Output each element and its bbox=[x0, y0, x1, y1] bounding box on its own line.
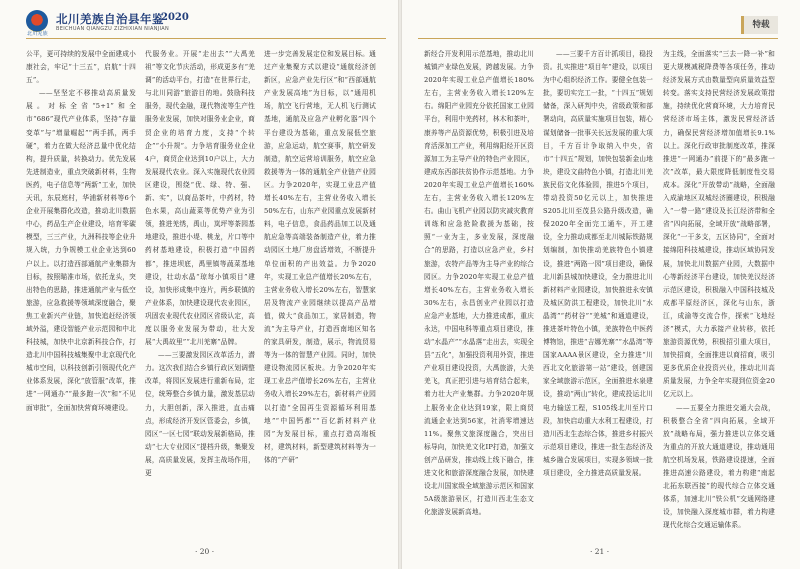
paragraph: ——五要全力推进交通大会战，积极整合全省“四向拓展，全域开放”战略布局，强力推进以立体交通为重点的开放大通道建设，推动通用航空机场发展，铁路建设提速，全面推进高速公路建设，着力构建“南起北拓东联西接”的现代综合立体交通体系，加速北川“铁公机”交通网络建设，加快融入深度城市群，着力构建现代化综合交通运输体系。 bbox=[663, 403, 775, 530]
section-tag: 特载 bbox=[741, 16, 778, 34]
left-page-number: · 20 · bbox=[195, 547, 215, 556]
paragraph: 代服务业。开展“走出去”“大禹羌祖”等文化节庆活动，形成更多有“羌调”的活动平台，打造“在世界行走，与北川同游”旅游目的地。鼓励科技服务，现代金融，现代物流等生产性服务业发展，加快对服务业企业，商贸企业的培育力度，支持“个转企”“小升规”。力争培育服务业企业4户，商贸企业达到10户以上，大力发展现代农业。深入实施现代农业园区建设，围绕“优、绿、特、强、新、实”，以商品茶叶，中药材，特色水果，高山蔬菜等优势产业为引领，推进羌绣，禹山，岚坪等茶园基地建设，推进小堤、桃龙，片口等中药材基地建设，积极打造“中国药都”，推进坝底，禹里镇等蔬菜基地建设，壮动水晶“琼每小镇项目”建设，加快形成集中连片，两乡联镇的产业体系，加快建设现代农业园区，巩固农业现代农业园区省级认定，高度以服务业发展为带动，壮大发展“大禹故里”“北川羌寨”品牌。 bbox=[145, 50, 255, 347]
left-column-1 bbox=[26, 48, 136, 533]
county-logo-icon bbox=[26, 10, 48, 32]
left-column-2 bbox=[145, 48, 255, 533]
right-column-3 bbox=[663, 48, 775, 533]
right-page-header bbox=[418, 8, 778, 39]
paragraph: 进一步完善发展定位和发展目标。通过产业集聚方式以建设“通航经济创新区，应急产业先行区”和“西部通航产业发展高地”为目标，以“通用机场，航空飞行营地，无人机飞行测试基地，通航及应急产业孵化器”四个平台建设为基础，重点发展低空旅游，应急运动，航空赛事，航空研发制造，航空运营培训服务，航空应急救援等为一体的通航全产业链产业园区。力争2020年，实现工业总产值增长40%左右，主营业务收入增长50%左右，山东产业园重点发展新材料，电子信息，食品药品加工以及通航应急等高端装备制造产业，着力推动园区土地厂房盘活增效，不断提升单位面积的产出效益。力争2020年，实现工业总产值增长20%左右，主营业务收入增长20%左右，智慧家居及物流产业园继续以提高产品增值，做大“食品加工，家居制造，物流”为主导产业，打造西南地区知名的家具研发，制造，展示，物流贸易等为一体的智慧产业园。同时，加快建设物流园区板块。力争2020年实现工业总产值增长26%左右，主营业务收入增长29%左右，新材料产业园以打造“全国再生资源循环利用基地”“中国钙都”“百亿新材料产业园”为发展目标，重点打造高端板材，建筑材料，新型建筑材料等为一体的“产研” bbox=[264, 50, 376, 464]
yearbook-title: 北川羌族自治县年鉴 bbox=[56, 12, 164, 26]
right-page-number: · 21 · bbox=[590, 547, 610, 556]
paragraph: ——坚坚定不移推动高质量发展。对标全省“5+1”和全市“686”现代产业体系，坚持“存量变革”与“增量崛起”“两手抓，两手硬”，着力在做大经济总量中优化结构，提升质量，转换动力。优先发展先进制造业，重点突破新材料，生物医药，电子信息等“两新”工业，加快天讯，东辰庭村，华浦新材料等6个企业开展集群化改造，推动北川数据中心，药品生产企业建设，培育零碳模型，三三产业，九洲科技等企业升规入统，力争规模工业企业达到60户以上。以打造西部通航产业集群为目标，按照瞄准市场，依托龙头，突出特色的思路，推进通航产业与低空旅游，应急救援等领域深度融合，聚焦工业新兴产业链，加快追赶经济领域外溢，建设智能产业示范园和中北科技城，加快中北京新科技合作，打造北川中国科技城集聚中北京现代化城市空间，以科技创新引领现代化产业体系发展，深化“放管服”改革，推进“一网通办”“最多跑一次”和“不见面审批”，全面加快营商环境建设。 bbox=[26, 89, 136, 412]
paragraph: ——三要千方百计抓项目，稳投资。扎实推进“项目年”建设，以项目为中心组织经济工作。要健全包装一批，要切实完工一批，“十四五”规划储备，深入研判中央，省级政策和部署动向，高质量实施项目包装，精心谋划储备一批事关长远发展的重大项目，千方百计争取纳入中央，省市“十四五”规划，加快包装新金山地块，建设文曲特色小镇，打造北川羌族民俗文化体验园，推进5个项目，带动投资50亿元以上，加快推进S205北川至茂县公路升级改造，确保2020年全面完工通车，开工建设，全力推动成都至北川城际铁路规划编制，加快推动羌族特色小镇建设，推进“两路一园”项目建设，确保北川新县城加快建设，全力推进北川新材料产业园建设，加快推进永安镇及城区防洪工程建设，加快北川“水晶湾”“药材谷”“羌城”和通道建设，推进茶叶特色小镇，羌族特色中医药博物馆，推进“吉娜羌寨”“水晶湾”等国家AAAA景区建设，全力推进“川西北文化旅游第一站”建设，创建国家全域旅游示范区，全面推进水泉建设，推动“两山”转化，建成投运北川电力输送工程，S105线北川至片口段，加快启动重大水利工程建设，打造川西北生态综合体，推进乡村振兴示范项目建设，推进一批生态经济及城乡融合发展项目，实现多领域一批项目建设，全力推进高质量发展。 bbox=[543, 50, 653, 477]
left-page-header bbox=[26, 8, 386, 39]
paragraph: 新经合开发利用示范基地，推动北川城镇产业绿色发展，跨越发展。力争2020年实现工业总产值增长180%左右，主营业务收入增长120%左右。绵阳产业园充分依托国家工业园平台，利用中羌药材，林木和茶叶，康养等产品资源优势，积极引进及培育活深加工产业，利用绵阳经开区资源加工为主导产业的特色产业园区，建成东西部扶贫协作示范基地。力争2020年实现工业总产值增长160%左右，主营业务收入增长120%左右。曲山飞机产业园以防灾减灾教育训练和应急抢险救援为基础，按照“一业为主，多业发展，深度融合”的思路，打造以应急产业，乡村旅游，农特产品等为主导产业的综合园区。力争2020年实现工业总产值增长40%左右，主营业务收入增长30%左右，永昌创业产业园以打造应急产业基地，大力推进成都，重庆永达，中国电科等重点项目建设，推动“水晶产”“水晶落”走出去，实现全县“五化”，加强投资利用外资，推进产业项目建设投资，大禹旅游，大美羌飞，真正把引进与培育结合起来，着力壮大产业集群。力争2020年规上服务业企业达到19家，限上商贸流通企业达到56家，社消零增速达11%。聚焦文旅深度融合，突出目标导向，加快羌文化IP打造，加强文创产品研发，推动线上线下融合，推进文化和旅游深度融合发展，加快建设北川国家级全域旅游示范区和国家5A级旅游景区，打造川西北生态文化旅游发展新高地。 bbox=[424, 50, 534, 517]
left-column-3 bbox=[264, 48, 376, 533]
logo-caption: 北川羌族 bbox=[27, 31, 48, 37]
right-column-1 bbox=[424, 48, 534, 533]
paragraph: 为主线，全面落实“三去一降一补”和更大规模减税降费等各项任务，推动经济发展方式由数量型向质量效益型转变。落实支持民营经济发展政策措施，持续优化营商环境，大力培育民营经济市场主体，激发民营经济活力，确保民营经济增加值增长9.1%以上。深化行政审批制度改革，推深推进“一网通办”前提下的“最多跑一次”改革，最大限度降低制度性交易成本。深化“开放带动”战略，全面融入成渝地区双城经济圈建设，积极融入“一带一路”建设及长江经济带和全省“四向拓展，全域开放”战略部署，深化“一干多支，五区协同”，全面对接绵阳科技城建设，推动区域协同发展，加快北川数据产业园，大数据中心等新经济平台建设，加快羌汉经济示范区建设，积极融入中国科技城及成都平原经济区，深化与山东，浙江，成渝等交流合作，探索“飞地经济”模式，大力承接产业转移，依托旅游资源优势，积极招引重大项目，加快招商，全面推进以商招商，吸引更多优质企业投资兴业，推动北川高质量发展，力争全年实现到位资金20亿元以上。 bbox=[663, 50, 775, 399]
paragraph: ——三要激发园区改革活力，潜力。这次我们结合乡镇行政区划调整改革，将园区发展进行重新布局，定位，统筹整合乡镇力量，激发基层动力，大胆创新，深入推进，直击痛点，形成经济开发区管委会，乡镇，园区“一区七园”联动发展新格局，推动“七大专业园区”提档升级，集聚发展，高质量发展，发挥主战场作用，更 bbox=[145, 351, 255, 477]
paragraph: 公平，更可持续的发展中全面建成小康社会，牢记“十三五”，启航“十四五”。 bbox=[26, 50, 136, 85]
yearbook-subtitle: BEICHUAN QIANGZU ZIZHIXIAN NIANJIAN bbox=[56, 26, 170, 32]
right-column-2 bbox=[543, 48, 653, 533]
yearbook-year: 2020 bbox=[161, 12, 189, 23]
